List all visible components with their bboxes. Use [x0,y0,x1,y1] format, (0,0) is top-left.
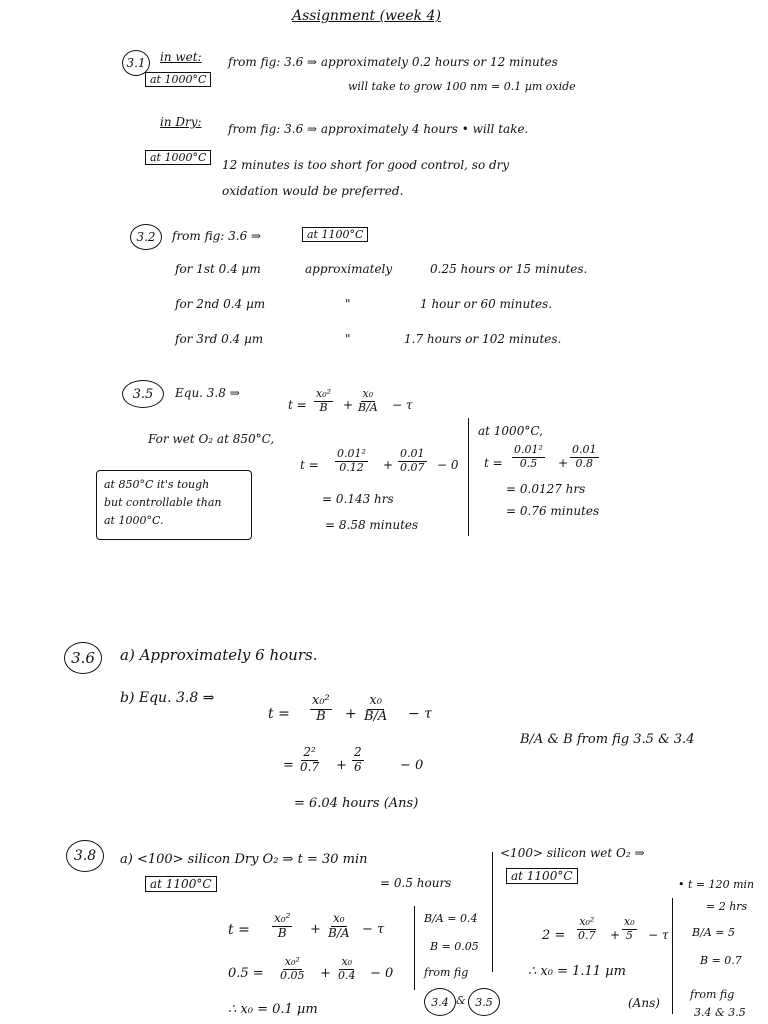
p31-dry-label: in Dry: [160,115,202,129]
p38-wet-frac2-den: 5 [625,928,633,942]
p32-row1-c: 0.25 hours or 15 minutes. [430,262,588,276]
p35-left-frac2-den: 0.07 [400,460,425,474]
p36-b-frac1-num: x₀² [312,693,330,708]
p35-left-frac1-num: 0.01² [337,447,366,460]
p38-eq-frac2-num: x₀ [332,911,345,925]
p36-b2-frac1-num: 2² [303,745,316,759]
p38-wet-frac1-den: 0.7 [578,928,596,942]
p38-mid-fig-3-5: 3.5 [468,988,500,1016]
p38-wet-result: ∴ x₀ = 1.11 µm [528,964,626,979]
p38-mid-from-fig: from fig [424,966,469,979]
problem-3-2-number: 3.2 [130,224,162,250]
problem-3-8-number: 3.8 [66,840,104,872]
page-title: Assignment (week 4) [292,8,441,24]
p36-b-frac2-num: x₀ [369,693,382,708]
problem-3-6-number: 3.6 [64,642,102,674]
p31-dry-line3: oxidation would be preferred. [222,184,404,198]
p38-divider-wet [492,852,493,972]
p38-mid-ampersand: & [456,994,466,1007]
p36-b-tail: − τ [408,706,432,722]
p36-b2-frac2-num: 2 [354,745,362,759]
p35-right-result1: = 0.0127 hrs [506,482,586,496]
p36-b2-frac2-den: 6 [354,759,362,774]
p38-eq-frac1 [272,912,292,941]
p32-row3-c: 1.7 hours or 102 minutes. [404,332,562,346]
p35-eq-label: Equ. 3.8 ⇒ [175,386,240,400]
p32-row3-a: for 3rd 0.4 µm [175,332,264,346]
p31-dry-temp-box: at 1000°C [145,150,211,165]
p38-right-hrs: = 2 hrs [706,900,748,913]
p35-eq-frac1-den: B [319,400,328,414]
p38-eq-frac1-den: B [277,925,287,940]
p35-right-frac1 [512,444,545,470]
p38-divider-mid [414,906,415,990]
p35-eq-lhs: t = [288,398,307,412]
p38-right-t: • t = 120 min [678,878,755,891]
p35-note-line2: but controllable than [104,496,222,509]
p35-eq-plus: + [343,398,354,412]
p38-divider-right [672,898,673,1014]
p35-left-plus: + [383,458,394,472]
p38-eq-frac2 [326,912,352,941]
p31-wet-label: in wet: [160,50,202,64]
p38-eq2-frac2 [336,956,358,982]
p36-b-lhs: t = [268,706,290,722]
p32-row2-c: 1 hour or 60 minutes. [420,297,553,311]
p36-b2-frac2 [352,746,364,775]
p32-line0: from fig: 3.6 ⇒ [172,229,262,243]
p36-result: = 6.04 hours (Ans) [294,796,419,811]
p38-wet-head: <100> silicon wet O₂ ⇒ [500,846,645,860]
p35-note-line1: at 850°C it's tough [104,478,210,491]
p36-b2-frac1 [298,746,321,775]
p38-eq2-lhs: 0.5 = [228,966,264,981]
p32-row1-b: approximately [305,262,393,276]
p35-left-frac1 [335,448,368,474]
p31-wet-line1: from fig: 3.6 ⇒ approximately 0.2 hours or 12 minutes [228,55,558,69]
p36-b-label: b) Equ. 3.8 ⇒ [120,690,215,706]
p38-eq2-frac1 [278,956,307,982]
p35-right-result2: = 0.76 minutes [506,504,600,518]
p31-dry-line1: from fig: 3.6 ⇒ approximately 4 hours • will take. [228,122,529,136]
p35-right-frac1-num: 0.01² [514,443,543,456]
p38-wet-tail: − τ [648,928,669,942]
p38-eq2-frac1-den: 0.05 [280,968,305,982]
p32-row2-b: " [345,297,351,311]
p35-left-frac2 [398,448,427,474]
p36-b-frac1 [310,694,332,725]
p35-left-result1: = 0.143 hrs [322,492,394,506]
p35-right-plus: + [558,456,569,470]
p38-eq2-frac1-num: x₀² [284,955,300,968]
p38-right-b: B = 0.7 [700,954,742,967]
p36-b-side-note: B/A & B from fig 3.5 & 3.4 [520,732,695,747]
p36-b-frac2 [362,694,389,725]
p38-temp-b-box: at 1100°C [506,868,578,884]
p38-right-from-fig: from fig [690,988,735,1001]
p36-b-frac1-den: B [316,708,326,724]
p35-left-head: For wet O₂ at 850°C, [148,432,275,446]
p32-temp-box: at 1100°C [302,227,368,242]
p35-left-frac1-den: 0.12 [339,460,364,474]
p35-right-head: at 1000°C, [478,424,543,438]
p38-eq2-tail: − 0 [370,966,394,981]
p35-eq-frac1 [314,388,333,414]
p38-wet-eq-lhs: 2 = [542,928,566,943]
p31-wet-line2: will take to grow 100 nm = 0.1 µm oxide [348,80,576,93]
p31-dry-line2: 12 minutes is too short for good control, so dry [222,158,510,172]
p35-right-frac2 [570,444,599,470]
p36-b2-eq: = [283,758,294,773]
p35-eq-frac2 [356,388,380,414]
p35-left-result2: = 8.58 minutes [325,518,419,532]
p35-eq-frac2-num: x₀ [362,387,374,400]
p38-result-a: ∴ x₀ = 0.1 µm [228,1002,318,1017]
p35-eq-tail: − τ [392,398,413,412]
p38-wet-frac1 [576,916,598,942]
page-gap [0,545,768,620]
problem-3-1-number: 3.1 [122,50,150,76]
p38-eq-frac1-num: x₀² [274,911,291,925]
p38-right-figs: 3.4 & 3.5 [694,1006,746,1019]
p36-b-plus: + [345,706,357,722]
p36-b2-frac1-den: 0.7 [300,759,320,774]
p35-right-lhs: t = [484,456,503,470]
p36-b-frac2-den: B/A [364,708,388,724]
p38-eq-plus: + [310,922,321,937]
p35-right-frac2-den: 0.8 [575,456,593,470]
p38-wet-plus: + [610,928,621,942]
p38-mid-ba: B/A = 0.4 [424,912,478,925]
p38-eq-tail: − τ [362,922,385,937]
p38-eq2-plus: + [320,966,331,981]
problem-3-5-number: 3.5 [122,380,164,408]
p36-b2-plus: + [336,758,347,773]
p32-row2-a: for 2nd 0.4 µm [175,297,266,311]
p38-wet-ans: (Ans) [628,996,660,1010]
p38-mid-b: B = 0.05 [430,940,479,953]
p38-eq2-frac2-num: x₀ [341,955,353,968]
p38-a-line2: = 0.5 hours [380,876,452,890]
p38-right-ba: B/A = 5 [692,926,735,939]
p35-divider [468,418,469,536]
p38-wet-frac2 [622,916,637,942]
p38-temp-a-box: at 1100°C [145,876,217,892]
p35-left-tail: − 0 [437,458,459,472]
p35-note-line3: at 1000°C. [104,514,164,527]
p32-row3-b: " [345,332,351,346]
p38-eq-lhs: t = [228,922,250,938]
p38-eq2-frac2-den: 0.4 [338,968,356,982]
p35-right-frac2-num: 0.01 [572,443,597,456]
p35-right-frac1-den: 0.5 [519,456,538,470]
p36-a-line: a) Approximately 6 hours. [120,646,318,664]
p38-mid-fig-3-4: 3.4 [424,988,456,1016]
p35-eq-frac2-den: B/A [358,400,378,414]
p35-left-frac2-num: 0.01 [400,447,425,460]
p38-wet-frac2-num: x₀ [624,915,635,928]
p35-left-lhs: t = [300,458,319,472]
p32-row1-a: for 1st 0.4 µm [175,262,261,276]
p38-wet-frac1-num: x₀² [579,915,595,928]
p38-a-line: a) <100> silicon Dry O₂ ⇒ t = 30 min [120,852,368,867]
p31-wet-temp-box: at 1000°C [145,72,211,87]
p35-eq-frac1-num: x₀² [316,387,332,400]
p36-b2-tail: − 0 [400,758,424,773]
p38-eq-frac2-den: B/A [328,925,350,940]
